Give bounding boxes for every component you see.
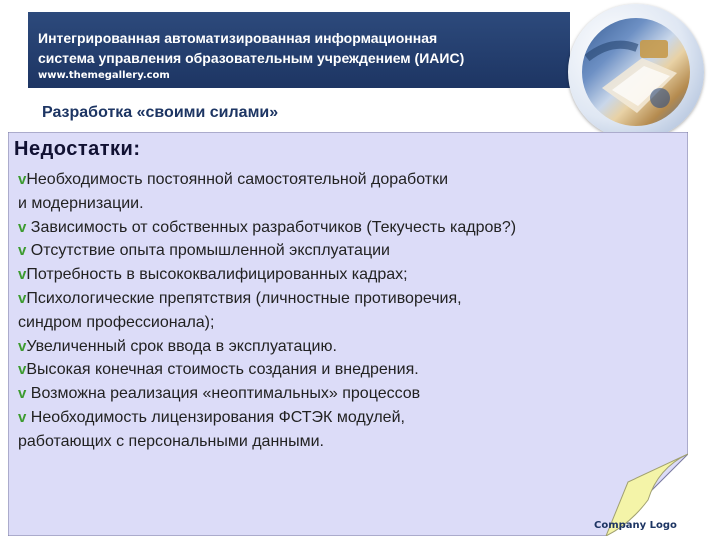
list-item [18,358,638,382]
header-photo-circle [568,4,704,140]
list-item-text: Высокая конечная стоимость создания и внедрения. [26,361,419,379]
list-item [18,382,638,406]
checkmark-bullet-icon: v [18,289,27,307]
checkmark-bullet-icon: v [18,408,27,426]
list-item [18,335,638,359]
list-item-text: Возможна реализация «неоптимальных» процессов [26,385,421,403]
list-item [18,311,638,335]
disadvantages-heading: Недостатки: [14,138,141,160]
list-item-text: Психологические препятствия (личностные противоречия, [26,289,462,307]
checkmark-bullet-icon: v [18,218,27,236]
list-item-text: работающих с персональными данными. [18,432,324,450]
checkmark-bullet-icon: v [18,385,27,403]
list-item-text: Зависимость от собственных разработчиков (Текучесть кадров?) [26,218,517,236]
list-item-text: Отсутствие опыта промышленной эксплуатации [26,242,390,260]
list-item-text: Необходимость лицензирования ФСТЭК модулей, [26,408,405,426]
list-item-text: синдром профессионала); [18,313,215,331]
company-logo-text: Company Logo [594,520,677,531]
checkmark-bullet-icon: v [18,266,27,284]
list-item-text: и модернизации. [18,194,144,212]
list-item [18,430,638,454]
list-item [18,216,638,240]
website-url: www.themegallery.com [38,70,170,81]
business-photo-image [582,18,690,126]
list-item-text: Потребность в высококвалифицированных кадрах; [26,266,408,284]
section-subtitle: Разработка «своими силами» [42,104,279,121]
list-item [18,239,638,263]
checkmark-bullet-icon: v [18,242,27,260]
slide-title [38,28,558,68]
list-item-text: Увеличенный срок ввода в эксплуатацию. [26,337,337,355]
title-line-1: Интегрированная автоматизированная информационная [38,30,438,46]
list-item [18,192,638,216]
checkmark-bullet-icon: v [18,361,27,379]
list-item-text: Необходимость постоянной самостоятельной доработки [26,171,449,188]
checkmark-bullet-icon: v [18,171,27,188]
list-item [18,406,638,430]
list-item [18,287,638,311]
list-item [18,263,638,287]
checkmark-bullet-icon: v [18,337,27,355]
list-item [18,168,638,192]
title-line-2: система управления образовательным учреждением (ИАИС) [38,50,465,66]
disadvantages-list [18,168,638,454]
